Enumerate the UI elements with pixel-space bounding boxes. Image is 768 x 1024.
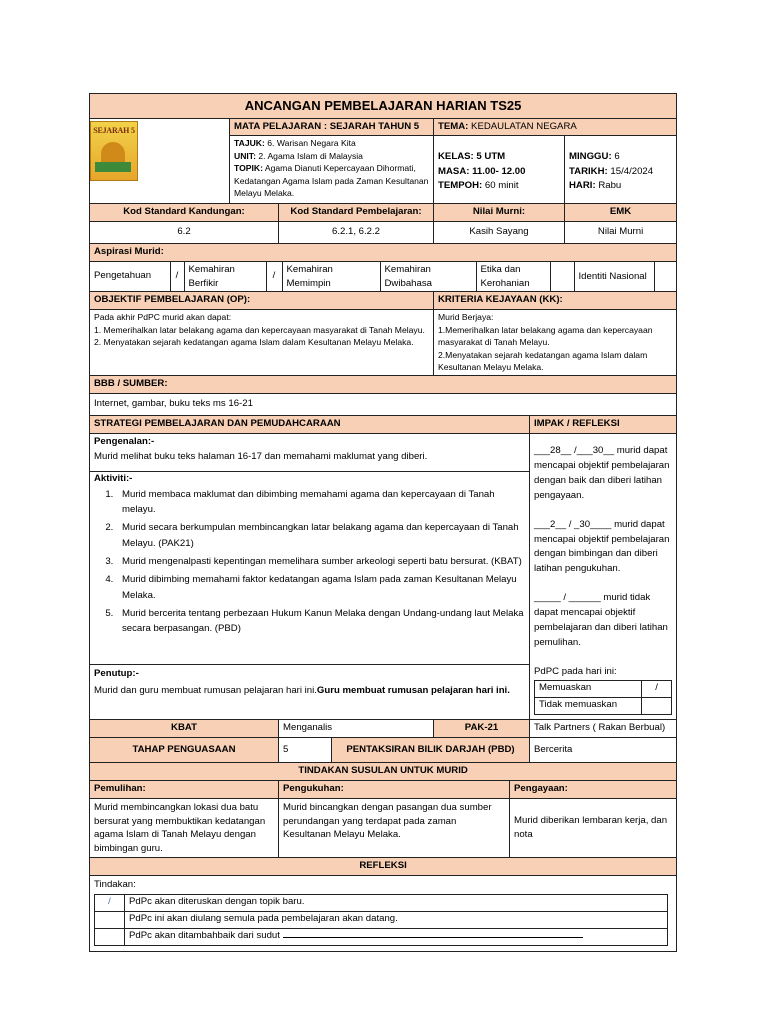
aspirasi-item-label: Identiti Nasional bbox=[574, 262, 654, 291]
aktiviti-item: 3. Murid mengenalpasti kepentingan memelihara sumber arkeologi seperti batu bersurat. (KBAT) bbox=[116, 554, 525, 569]
impak-line-pemulihan: _____ / ______ murid tidak dapat mencapai objektif pembelajaran dan diberi latihan pemulihan. bbox=[534, 592, 668, 648]
page-title: ANCANGAN PEMBELAJARAN HARIAN TS25 bbox=[90, 94, 677, 119]
tahap-penguasaan-label: TAHAP PENGUASAAN bbox=[90, 738, 279, 763]
kod-kandungan-heading: Kod Standard Kandungan: bbox=[90, 204, 279, 222]
emk-value: Nilai Murni bbox=[565, 222, 677, 244]
nilai-murni-value: Kasih Sayang bbox=[434, 222, 565, 244]
tindakan-option-text: PdPc akan ditambahbaik dari sudut bbox=[129, 929, 280, 941]
pak21-label: PAK-21 bbox=[434, 720, 530, 738]
nilai-murni-heading: Nilai Murni: bbox=[434, 204, 565, 222]
tempoh-value: 60 minit bbox=[484, 180, 519, 192]
minggu-block: MINGGU: 6 TARIKH: 15/4/2024 HARI: Rabu bbox=[565, 136, 677, 204]
aspirasi-item-label: Etika dan Kerohanian bbox=[476, 262, 550, 291]
tindakan-checkbox[interactable] bbox=[95, 911, 125, 928]
tindakan-checkbox[interactable] bbox=[95, 928, 125, 945]
mata-pelajaran: MATA PELAJARAN : SEJARAH TAHUN 5 bbox=[230, 118, 434, 136]
cover-cell bbox=[90, 118, 230, 204]
tidak-memuaskan-label: Tidak memuaskan bbox=[535, 698, 642, 715]
aspirasi-row bbox=[90, 262, 677, 292]
impak-line-baik: ___28__ /___30__ murid dapat mencapai objektif pembelajaran dengan baik dan diberi latihan pengayaan. bbox=[534, 445, 670, 501]
pengukuhan-text: Murid bincangkan dengan pasangan dua sumber perundangan yang terdapat pada zaman Kesultanan Melayu Melaka. bbox=[279, 799, 510, 858]
aspirasi-checkbox[interactable] bbox=[550, 262, 574, 291]
objektif-item: 1. Memerihalkan latar belakang agama dan kepercayaan masyarakat di Tanah Melayu. bbox=[94, 324, 425, 335]
pengenalan-cell bbox=[90, 434, 530, 471]
tema: TEMA: KEDAULATAN NEGARA bbox=[434, 118, 677, 136]
book-cover-text: SEJARAH 5 bbox=[93, 125, 135, 135]
pemulihan-text: Murid membincangkan lokasi dua batu bersurat yang membuktikan kedatangan agama Islam di Tanah Melayu dengan bimbingan guru. bbox=[90, 799, 279, 858]
aspirasi-item-label: Kemahiran Memimpin bbox=[282, 262, 380, 291]
lesson-plan-sheet bbox=[89, 93, 676, 941]
kelas-value: 5 UTM bbox=[476, 151, 506, 163]
pdpc-rating bbox=[534, 680, 672, 715]
aspirasi-item-label: Kemahiran Dwibahasa bbox=[380, 262, 476, 291]
emk-heading: EMK bbox=[565, 204, 677, 222]
unit-value: 2. Agama Islam di Malaysia bbox=[258, 150, 363, 161]
tarikh-value: 15/4/2024 bbox=[610, 165, 654, 177]
lesson-plan-table bbox=[89, 93, 677, 952]
tajuk-value: 6. Warisan Negara Kita bbox=[267, 138, 356, 149]
kriteria-item: 1.Memerihalkan latar belakang agama dan kepercayaan masyarakat di Tanah Melayu. bbox=[438, 324, 653, 348]
kod-kandungan-value: 6.2 bbox=[90, 222, 279, 244]
book-cover-image bbox=[90, 121, 138, 181]
penutup-label: Penutup:- bbox=[94, 668, 139, 680]
pak21-value: Talk Partners ( Rakan Berbual) bbox=[530, 720, 677, 738]
refleksi-heading: REFLEKSI bbox=[90, 858, 677, 876]
memuaskan-checkbox[interactable]: / bbox=[642, 681, 672, 698]
tindakan-options bbox=[94, 894, 668, 946]
tajuk-block: TAJUK: 6. Warisan Negara Kita UNIT: 2. Agama Islam di Malaysia TOPIK: Agama Dianuti Kepercayaan Dihormati, Kedatangan Agama Islam pada Zaman Kesultanan Melayu Melaka. bbox=[230, 136, 434, 204]
aktiviti-item: 4. Murid dibimbing memahami faktor kedatangan agama Islam pada zaman Kesultanan Melayu Melaka. bbox=[116, 572, 525, 603]
tindakan-checkbox[interactable]: / bbox=[95, 894, 125, 911]
aspirasi-grid bbox=[90, 262, 677, 291]
tindakan-label: Tindakan: bbox=[94, 878, 136, 890]
penutup-cell bbox=[90, 665, 530, 720]
pengayaan-text: Murid diberikan lembaran kerja, dan nota bbox=[510, 799, 677, 858]
refleksi-body bbox=[90, 875, 677, 951]
objektif-body bbox=[90, 310, 434, 376]
impak-body bbox=[530, 434, 677, 720]
bbb-heading: BBB / SUMBER: bbox=[90, 376, 677, 394]
aktiviti-cell bbox=[90, 471, 530, 665]
impak-heading: IMPAK / REFLEKSI bbox=[530, 416, 677, 434]
aspirasi-checkbox[interactable] bbox=[654, 262, 677, 291]
tindakan-option-row bbox=[125, 928, 668, 945]
aspirasi-item-label: Pengetahuan bbox=[94, 270, 152, 282]
kod-pembelajaran-value: 6.2.1, 6.2.2 bbox=[279, 222, 434, 244]
pengayaan-label: Pengayaan: bbox=[510, 781, 677, 799]
tindakan-option-text: PdPc ini akan diulang semula pada pembelajaran akan datang. bbox=[125, 911, 668, 928]
aspirasi-item-label: Kemahiran Berfikir bbox=[184, 262, 266, 291]
pengenalan-label: Pengenalan:- bbox=[94, 436, 155, 448]
topik-value: Agama Dianuti Kepercayaan Dihormati, Kedatangan Agama Islam pada Zaman Kesultanan Melayu Melaka. bbox=[234, 163, 429, 199]
tema-value: KEDAULATAN NEGARA bbox=[471, 120, 577, 132]
tahap-penguasaan-value: 5 bbox=[279, 738, 332, 763]
masa-value: 11.00- 12.00 bbox=[472, 165, 526, 177]
aktiviti-item: 2. Murid secara berkumpulan membincangkan latar belakang agama dan kepercayaan di Tanah Melayu. (PAK21) bbox=[116, 520, 525, 551]
penutup-text: Murid dan guru membuat rumusan pelajaran hari ini.Guru membuat rumusan pelajaran hari ini. bbox=[94, 684, 510, 696]
hari-value: Rabu bbox=[598, 180, 622, 192]
aspirasi-checkbox[interactable]: / bbox=[266, 262, 282, 291]
kriteria-heading: KRITERIA KEJAYAAN (KK): bbox=[434, 292, 677, 310]
pbd-label: PENTAKSIRAN BILIK DARJAH (PBD) bbox=[332, 738, 530, 763]
memuaskan-label: Memuaskan bbox=[535, 681, 642, 698]
sudut-blank-line[interactable] bbox=[283, 937, 583, 938]
tindakan-susulan-heading: TINDAKAN SUSULAN UNTUK MURID bbox=[90, 763, 677, 781]
aktiviti-item: 1. Murid membaca maklumat dan dibimbing memahami agama dan kepercayaan di Tanah melayu. bbox=[116, 487, 525, 518]
kelas-block: KELAS: 5 UTM MASA: 11.00- 12.00 TEMPOH: 60 minit bbox=[434, 136, 565, 204]
aspirasi-heading: Aspirasi Murid: bbox=[90, 244, 677, 262]
pengenalan-text: Murid melihat buku teks halaman 16-17 dan memahami maklumat yang diberi. bbox=[94, 451, 428, 463]
aktiviti-list bbox=[94, 487, 525, 637]
objektif-intro: Pada akhir PdPC murid akan dapat: bbox=[94, 312, 232, 323]
mosque-dome-icon bbox=[101, 142, 125, 162]
kriteria-intro: Murid Berjaya: bbox=[438, 312, 494, 323]
pdpc-label: PdPC pada hari ini: bbox=[534, 665, 617, 677]
strategi-heading: STRATEGI PEMBELAJARAN DAN PEMUDAHCARAAN bbox=[90, 416, 530, 434]
kriteria-item: 2.Menyatakan sejarah kedatangan agama Islam dalam Kesultanan Melayu Melaka. bbox=[438, 349, 648, 372]
kbat-value: Menganalis bbox=[279, 720, 434, 738]
objektif-item: 2. Menyatakan sejarah kedatangan agama Islam dalam Kesultanan Melayu Melaka. bbox=[94, 337, 414, 348]
pengukuhan-label: Pengukuhan: bbox=[279, 781, 510, 799]
aktiviti-label: Aktiviti:- bbox=[94, 472, 133, 484]
aktiviti-item: 5. Murid bercerita tentang perbezaan Hukum Kanun Melaka dengan Undang-undang laut Melaka secara berpasangan. (PBD) bbox=[116, 606, 525, 637]
tidak-memuaskan-checkbox[interactable] bbox=[642, 698, 672, 715]
kbat-label: KBAT bbox=[90, 720, 279, 738]
kriteria-body bbox=[434, 310, 677, 376]
bbb-value: Internet, gambar, buku teks ms 16-21 bbox=[90, 394, 677, 416]
impak-line-bimbingan: ___2__ / _30____ murid dapat mencapai objektif pembelajaran dengan bimbingan dan diberi latihan pengukuhan. bbox=[534, 518, 670, 575]
tindakan-option-text: PdPc akan diteruskan dengan topik baru. bbox=[125, 894, 668, 911]
pbd-value: Bercerita bbox=[530, 738, 677, 763]
kod-pembelajaran-heading: Kod Standard Pembelajaran: bbox=[279, 204, 434, 222]
mosque-base-icon bbox=[95, 162, 131, 172]
objektif-heading: OBJEKTIF PEMBELAJARAN (OP): bbox=[90, 292, 434, 310]
minggu-value: 6 bbox=[614, 151, 620, 163]
aspirasi-checkbox[interactable]: / bbox=[170, 262, 184, 291]
pemulihan-label: Pemulihan: bbox=[90, 781, 279, 799]
